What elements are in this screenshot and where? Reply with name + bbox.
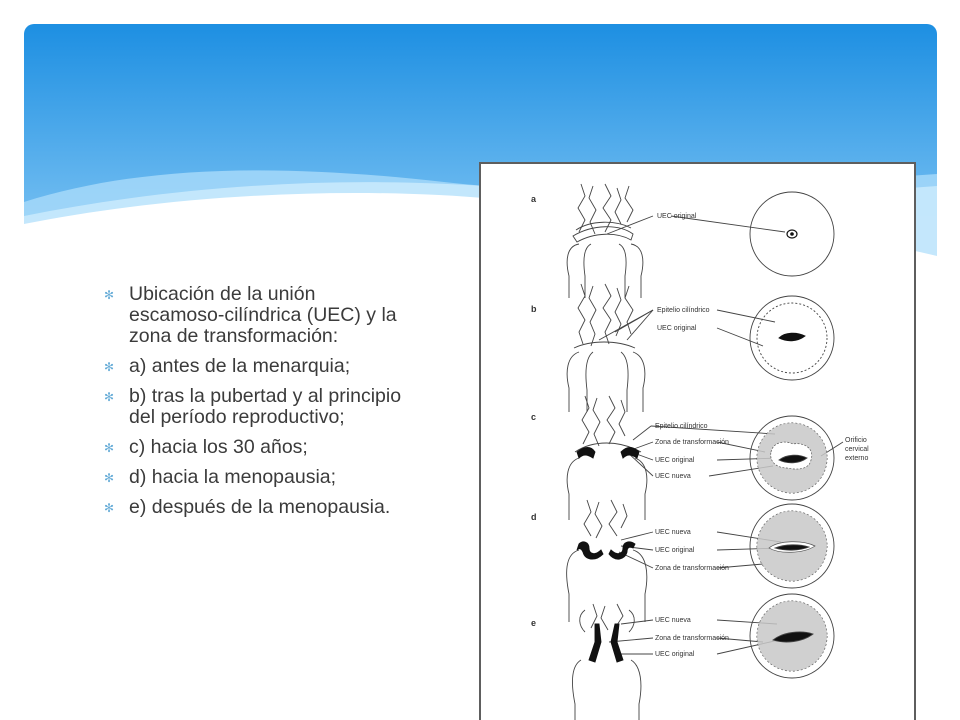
label-c-orificio-1: Orificio [845, 437, 867, 444]
label-c-epitelio: Epitelio cilíndrico [655, 423, 708, 430]
panel-a [567, 184, 834, 298]
panel-letter-e: e [531, 618, 537, 628]
bullet-list [104, 284, 404, 527]
label-e-uec-nueva: UEC nueva [655, 617, 691, 624]
label-e-uec-original: UEC original [655, 651, 695, 658]
uec-mark-e-right [611, 624, 623, 662]
label-c-orificio-2: cervical [845, 446, 869, 453]
uec-mark-d-right [609, 542, 635, 559]
label-c-uec-nueva: UEC nueva [655, 473, 691, 480]
bullet-item: ✻ e) después de la menopausia. [104, 496, 391, 518]
bullet-mark-icon: ✻ [104, 360, 115, 374]
bullet-item: ✻ d) hacia la menopausia; [104, 466, 337, 488]
bullet-mark-icon: ✻ [104, 471, 115, 485]
label-c-uec-original: UEC original [655, 457, 695, 464]
label-a-uec-original: UEC original [657, 213, 697, 220]
panel-letter-c: c [531, 412, 537, 422]
label-b-uec-original: UEC original [657, 325, 697, 332]
uec-mark-e-left [589, 624, 601, 662]
label-c-zona: Zona de transformación [655, 439, 729, 446]
bullet-item: ✻ a) antes de la menarquia; [104, 355, 351, 377]
panel-b [567, 284, 834, 412]
panel-letter-b: b [531, 304, 537, 314]
bullet-mark-icon: ✻ [104, 288, 115, 302]
panel-letter-d: d [531, 512, 537, 522]
label-e-zona: Zona de transformación [655, 635, 729, 642]
bullet-item: ✻ Ubicación de la unión escamoso-cilíndrica (UEC) y la zona de transformación: [104, 283, 397, 347]
cervix-diagram-figure [479, 162, 916, 720]
bullet-item: ✻ b) tras la pubertad y al principio del período reproductivo; [104, 385, 402, 428]
label-d-uec-original: UEC original [655, 547, 695, 554]
bullet-mark-icon: ✻ [104, 441, 115, 455]
uec-mark-d-left [577, 542, 603, 559]
bullet-item: ✻ c) hacia los 30 años; [104, 436, 308, 458]
os-dot-a [790, 232, 794, 236]
os-b [779, 333, 805, 341]
cervix-diagram [481, 164, 914, 720]
panel-letter-a: a [531, 194, 537, 204]
uec-mark-c-right [621, 448, 639, 459]
label-d-zona: Zona de transformación [655, 565, 729, 572]
bullet-mark-icon: ✻ [104, 501, 115, 515]
label-c-orificio-3: externo [845, 455, 869, 462]
label-b-epitelio: Epitelio cilíndrico [657, 307, 710, 314]
bullet-mark-icon: ✻ [104, 390, 115, 404]
label-d-uec-nueva: UEC nueva [655, 529, 691, 536]
